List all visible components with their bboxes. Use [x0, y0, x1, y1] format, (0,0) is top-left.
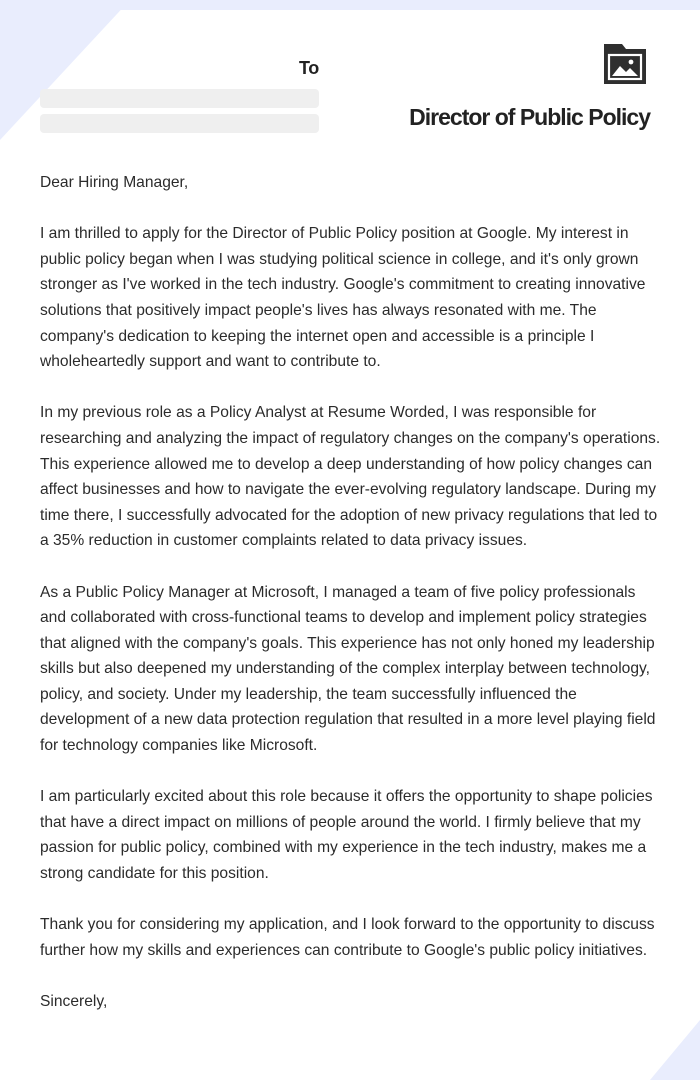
letter-body	[40, 170, 665, 1040]
recipient-label: To	[298, 58, 319, 78]
letter-paragraph: In my previous role as a Policy Analyst at Resume Worded, I was responsible for researching and analyzing the impact of regulatory changes on the company's operations. This experience allowed me to develop a deep understanding of how policy changes can affect businesses and how to navigate the ever-evolving regulatory landscape. During my time there, I successfully advocated for the adoption of new privacy regulations that led to a 35% reduction in customer complaints related to data privacy issues.	[40, 404, 661, 550]
closing: Sincerely,	[40, 993, 108, 1010]
letter-paragraph: Thank you for considering my application, and I look forward to the opportunity to discuss further how my skills and experiences can contribute to Google's public policy initiatives.	[40, 916, 655, 959]
job-title: Director of Public Policy	[409, 104, 650, 130]
letter-paragraph: I am thrilled to apply for the Director of Public Policy position at Google. My interest in public policy began when I was studying political science in college, and it's only grown stronger as I've worked in the tech industry. Google's commitment to creating innovative solutions that positively impact people's lives has always resonated with me. The company's dedication to keeping the internet open and accessible is a principle I wholeheartedly support and want to contribute to.	[40, 225, 646, 371]
folder-image-icon	[604, 44, 646, 84]
recipient-placeholder-line	[40, 89, 319, 108]
salutation: Dear Hiring Manager,	[40, 174, 189, 191]
letter-paragraph: I am particularly excited about this role because it offers the opportunity to shape policies that have a direct impact on millions of people around the world. I firmly believe that my passion for public policy, combined with my experience in the tech industry, makes me a strong candidate for this position.	[40, 788, 653, 883]
recipient-placeholder-line	[40, 114, 319, 133]
letter-paragraph: As a Public Policy Manager at Microsoft, I managed a team of five policy professionals and collaborated with cross-functional teams to develop and implement policy strategies that aligned with the company's goals. This experience has not only honed my leadership skills but also deepened my understanding of the complex interplay between technology, policy, and society. Under my leadership, the team successfully influenced the development of a new data protection regulation that resulted in a more level playing field for technology companies like Microsoft.	[40, 583, 656, 755]
